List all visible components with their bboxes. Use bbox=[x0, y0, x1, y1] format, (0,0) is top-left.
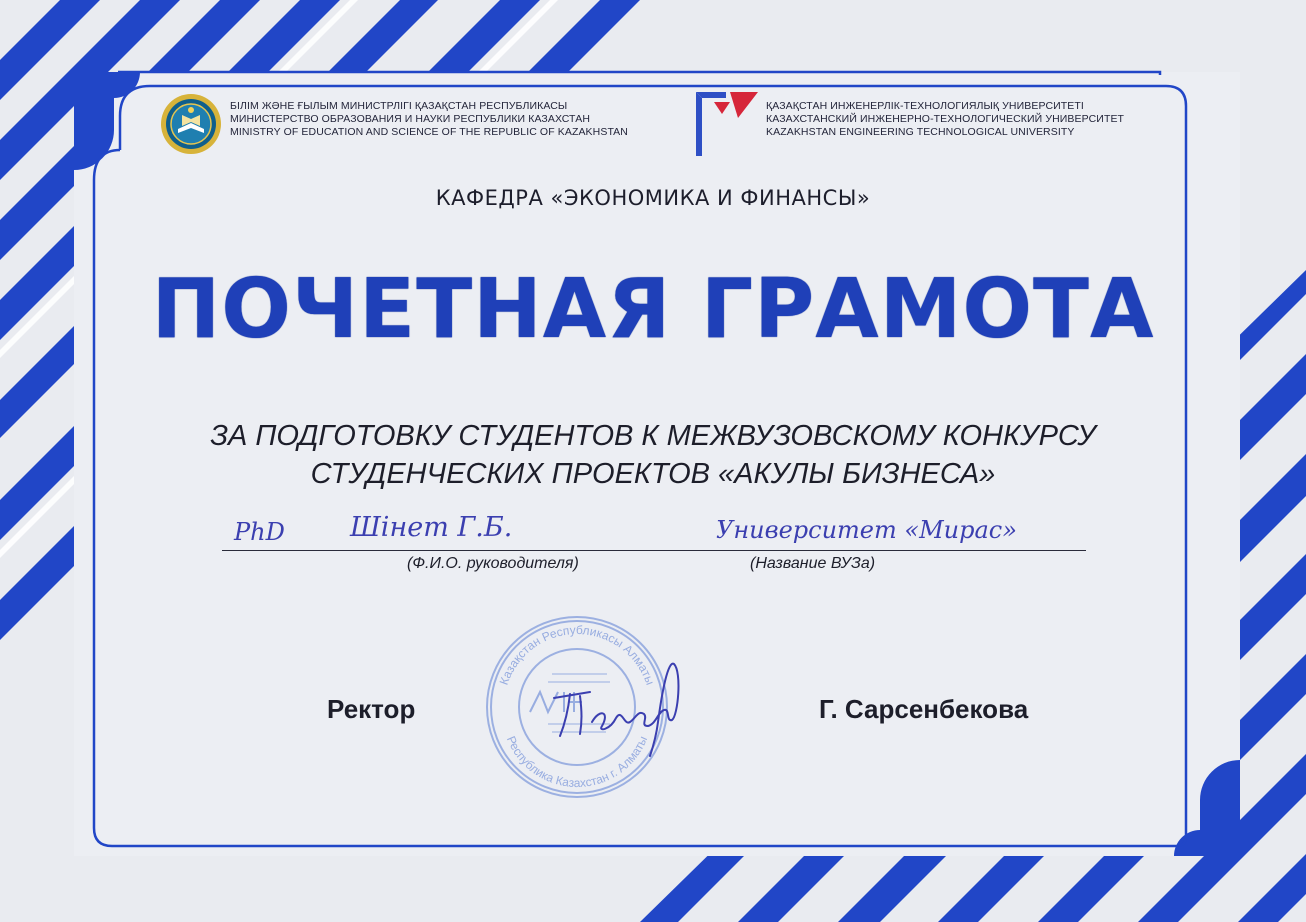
ministry-name-ru: МИНИСТЕРСТВО ОБРАЗОВАНИЯ И НАУКИ РЕСПУБЛИКИ КАЗАХСТАН bbox=[230, 113, 591, 125]
ministry-name-kz: БІЛІМ ЖӘНЕ ҒЫЛЫМ МИНИСТРЛІГІ ҚАЗАҚСТАН РЕСПУБЛИКАСЫ bbox=[230, 100, 568, 112]
fill-in-line bbox=[222, 550, 1086, 551]
stamp-text-bottom: Республика Казахстан г. Алматы bbox=[503, 733, 651, 791]
award-reason-line-2: СТУДЕНЧЕСКИХ ПРОЕКТОВ «АКУЛЫ БИЗНЕСА» bbox=[310, 458, 996, 490]
university-logo-icon bbox=[696, 92, 758, 156]
handwritten-degree: PhD bbox=[234, 518, 285, 546]
leader-caption: (Ф.И.О. руководителя) bbox=[407, 555, 579, 572]
university-name-ru: КАЗАХСТАНСКИЙ ИНЖЕНЕРНО-ТЕХНОЛОГИЧЕСКИЙ УНИВЕРСИТЕТ bbox=[766, 113, 1125, 125]
ministry-emblem-icon bbox=[160, 93, 222, 155]
university-name-en: KAZAKHSTAN ENGINEERING TECHNOLOGICAL UNIVERSITY bbox=[766, 126, 1075, 138]
rector-name: Г. Сарсенбекова bbox=[819, 694, 1029, 724]
handwritten-university-name: Университет «Мирас» bbox=[716, 516, 1017, 544]
award-reason-line-1: ЗА ПОДГОТОВКУ СТУДЕНТОВ К МЕЖВУЗОВСКОМУ КОНКУРСУ bbox=[210, 420, 1096, 452]
university-name-kz: ҚАЗАҚСТАН ИНЖЕНЕРЛІК-ТЕХНОЛОГИЯЛЫҚ УНИВЕРСИТЕТІ bbox=[766, 100, 1084, 112]
ministry-name-block bbox=[230, 100, 628, 139]
university-name-block bbox=[766, 100, 1124, 139]
university-caption: (Название ВУЗа) bbox=[750, 555, 876, 572]
stamp-text-top: Казақстан Республикасы Алматы bbox=[496, 622, 658, 687]
handwritten-leader-name: Шінет Г.Б. bbox=[350, 512, 513, 543]
ministry-name-en: MINISTRY OF EDUCATION AND SCIENCE OF THE REPUBLIC OF KAZAKHSTAN bbox=[230, 126, 628, 138]
rector-signature bbox=[540, 652, 700, 762]
department-name: КАФЕДРА «ЭКОНОМИКА И ФИНАНСЫ» bbox=[435, 186, 871, 210]
rector-label: Ректор bbox=[327, 694, 416, 724]
certificate-title: ПОЧЕТНАЯ ГРАМОТА bbox=[151, 262, 1155, 357]
